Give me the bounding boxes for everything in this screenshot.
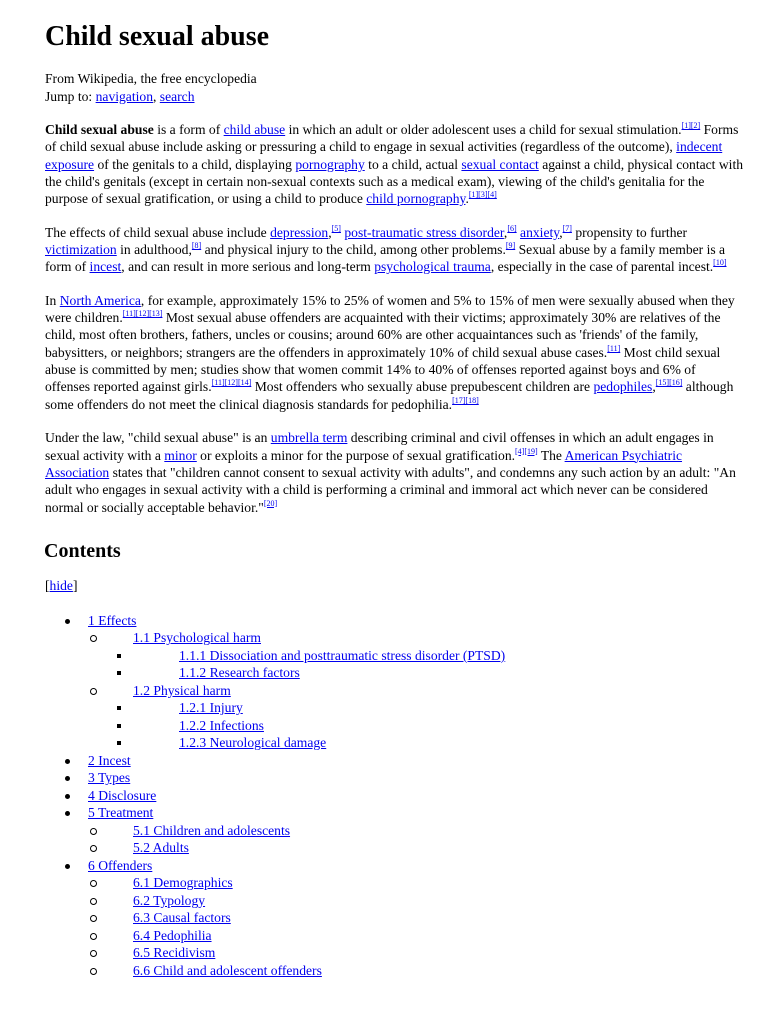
intro-paragraph-3 xyxy=(45,292,744,413)
intro-paragraph-1 xyxy=(45,121,744,208)
link-umbrella-term[interactable]: umbrella term xyxy=(270,430,348,446)
link-anxiety[interactable]: anxiety xyxy=(520,224,560,240)
toc-link[interactable]: 2 Incest xyxy=(88,752,131,768)
text: states that "children cannot consent to sexual activity with adults", and condemns any such action by an adult: "An adult who engages in sexual activity with a child is performing a criminal and immoral act which never can be considered normal or socially acceptable behavior." xyxy=(45,464,736,515)
text: Forms of child sexual abuse include asking or pressuring a child to engage in sexual activities (regardless of the outcome), xyxy=(45,122,739,155)
jump-to xyxy=(45,88,744,106)
toc-link[interactable]: 6.5 Recidivism xyxy=(133,945,216,961)
link-depression[interactable]: depression xyxy=(270,224,329,240)
toc-item xyxy=(45,839,744,857)
text: , xyxy=(652,379,656,395)
toc-link[interactable]: 1 Effects xyxy=(88,612,137,628)
text: The effects of child sexual abuse include xyxy=(45,224,271,240)
toc-link[interactable]: 5.1 Children and adolescents xyxy=(133,822,291,838)
jump-navigation-link[interactable]: navigation xyxy=(95,88,153,104)
toc-link[interactable]: 1.1.1 Dissociation and posttraumatic stress disorder (PTSD) xyxy=(179,647,506,663)
square-bullet-icon xyxy=(117,654,121,658)
text: of the genitals to a child, displaying xyxy=(94,156,296,172)
ref-link[interactable]: [9] xyxy=(505,241,516,251)
circle-bullet-icon xyxy=(90,635,97,642)
link-child-pornography[interactable]: child pornography xyxy=(366,191,466,207)
toc-link[interactable]: 6 Offenders xyxy=(88,857,153,873)
link-pedophiles[interactable]: pedophiles xyxy=(593,379,653,395)
circle-bullet-icon xyxy=(90,915,97,922)
ref-link[interactable]: [8] xyxy=(191,241,202,251)
ref-link[interactable]: [11][12][14] xyxy=(211,378,252,388)
toc-link[interactable]: 1.2.3 Neurological damage xyxy=(179,735,327,751)
ref-link[interactable]: [5] xyxy=(331,223,341,233)
link-ptsd[interactable]: post-traumatic stress disorder xyxy=(344,224,504,240)
link-psychological-trauma[interactable]: psychological trauma xyxy=(374,259,491,275)
toc-link[interactable]: 5.2 Adults xyxy=(133,840,189,856)
text: in adulthood, xyxy=(116,242,192,258)
circle-bullet-icon xyxy=(90,828,97,835)
text: , xyxy=(559,224,563,240)
toc-link[interactable]: 1.2.1 Injury xyxy=(179,700,243,716)
toc-item xyxy=(45,769,744,787)
text: Sexual abuse by a family member is a form of xyxy=(45,242,726,275)
jump-separator: , xyxy=(153,88,160,104)
contents-heading: Contents xyxy=(44,539,121,562)
text: and physical injury to the child, among other problems. xyxy=(201,242,506,258)
link-indecent-exposure[interactable]: indecent exposure xyxy=(45,139,723,172)
toc-item xyxy=(45,752,744,770)
toc-link[interactable]: 6.1 Demographics xyxy=(133,875,233,891)
circle-bullet-icon xyxy=(90,950,97,957)
square-bullet-icon xyxy=(117,671,121,675)
circle-bullet-icon xyxy=(90,933,97,940)
toc-item xyxy=(45,944,744,962)
ref-link[interactable]: [17][18] xyxy=(452,395,479,405)
ref-link[interactable]: [6] xyxy=(507,223,517,233)
toc-link[interactable]: 4 Disclosure xyxy=(88,787,157,803)
toc-link[interactable]: 1.1 Psychological harm xyxy=(133,630,261,646)
site-sub xyxy=(45,70,744,105)
toc-toggle xyxy=(45,577,744,594)
circle-bullet-icon xyxy=(90,968,97,975)
toc-item xyxy=(45,734,744,752)
toc-item xyxy=(45,629,744,647)
toc-item xyxy=(45,664,744,682)
jump-to-label: Jump to: xyxy=(45,88,96,104)
link-minor[interactable]: minor xyxy=(164,447,197,463)
bracket-close: ] xyxy=(72,577,78,593)
text: Most child sexual abuse is committed by men; studies show that women commit 14% to 40% of offenses reported against boys and 6% of offenses reported against girls. xyxy=(45,344,721,395)
page-title: Child sexual abuse xyxy=(45,21,270,52)
ref-link[interactable]: [15][16] xyxy=(655,378,683,388)
toc-item xyxy=(45,874,744,892)
toc-item xyxy=(45,717,744,735)
toc-item xyxy=(45,804,744,822)
bold-term: Child sexual abuse xyxy=(45,122,154,137)
toc-link[interactable]: 6.3 Causal factors xyxy=(133,910,231,926)
text: , xyxy=(328,224,332,240)
ref-link[interactable]: [11] xyxy=(607,343,621,353)
toc-item xyxy=(45,612,744,630)
ref-link[interactable]: [1][3][4] xyxy=(468,190,497,200)
link-sexual-contact[interactable]: sexual contact xyxy=(461,156,539,172)
square-bullet-icon xyxy=(117,741,121,745)
tagline: From Wikipedia, the free encyclopedia xyxy=(45,71,257,86)
text: . xyxy=(465,191,469,207)
circle-bullet-icon xyxy=(90,898,97,905)
link-pornography[interactable]: pornography xyxy=(295,156,365,172)
text: , especially in the case of parental incest. xyxy=(490,259,714,275)
toc-item xyxy=(45,892,744,910)
text: , and can result in more serious and long-term xyxy=(121,259,375,275)
toc-link[interactable]: 1.2 Physical harm xyxy=(133,682,231,698)
square-bullet-icon xyxy=(117,706,121,710)
text: Most offenders who sexually abuse prepubescent children are xyxy=(251,379,594,395)
ref-link[interactable]: [20] xyxy=(263,498,278,508)
ref-link[interactable]: [1][2] xyxy=(681,121,701,130)
intro-paragraph-2 xyxy=(45,224,744,276)
toc-item xyxy=(45,909,744,927)
bracket-open: [ xyxy=(45,577,50,593)
circle-bullet-icon xyxy=(90,688,97,695)
toc-link[interactable]: 1.1.2 Research factors xyxy=(179,665,300,681)
disc-bullet-icon xyxy=(65,864,70,869)
toc-link[interactable]: 5 Treatment xyxy=(88,805,154,821)
toc-item xyxy=(45,682,744,700)
square-bullet-icon xyxy=(117,724,121,728)
text: The xyxy=(537,447,565,463)
link-victimization[interactable]: victimization xyxy=(45,242,117,258)
ref-link[interactable]: [10] xyxy=(713,258,727,268)
toc-link[interactable]: 6.4 Pedophilia xyxy=(133,927,212,943)
toc-link[interactable]: 6.6 Child and adolescent offenders xyxy=(133,962,322,978)
toc-item xyxy=(45,822,744,840)
link-north-america[interactable]: North America xyxy=(59,292,141,308)
jump-search-link[interactable]: search xyxy=(159,88,195,104)
text: In xyxy=(45,292,60,308)
text: in which an adult or older adolescent uses a child for sexual stimulation. xyxy=(285,122,682,137)
text: propensity to further xyxy=(571,224,688,240)
text: or exploits a minor for the purpose of sexual gratification. xyxy=(196,447,516,463)
toc-item xyxy=(45,699,744,717)
text: describing criminal and civil offenses in which an adult engages in sexual activity with a xyxy=(45,430,714,463)
ref-link[interactable]: [4][19] xyxy=(515,446,538,456)
disc-bullet-icon xyxy=(65,619,70,624)
ref-link[interactable]: [11][12][13] xyxy=(122,309,163,319)
intro-paragraph-4 xyxy=(45,429,744,516)
toc-item xyxy=(45,647,744,665)
text: , xyxy=(503,224,508,240)
table-of-contents xyxy=(45,612,744,980)
text: although some offenders do not meet the clinical diagnosis standards for pedophilia. xyxy=(45,379,734,412)
link-apa[interactable]: American Psychiatric Association xyxy=(45,447,683,480)
toc-item xyxy=(45,787,744,805)
disc-bullet-icon xyxy=(65,759,70,764)
circle-bullet-icon xyxy=(90,845,97,852)
circle-bullet-icon xyxy=(90,880,97,887)
text: against a child, physical contact with the child's genitals (except in certain non-sexual contexts such as a medical exam), viewing of the child's genitalia for the purpose of sexual gratification, or using a child to produce xyxy=(45,156,744,207)
disc-bullet-icon xyxy=(65,776,70,781)
toc-item xyxy=(45,962,744,980)
toc-link[interactable]: 6.2 Typology xyxy=(133,892,206,908)
ref-link[interactable]: [7] xyxy=(562,223,572,233)
hide-toc-link[interactable]: hide xyxy=(49,577,73,593)
toc-link[interactable]: 1.2.2 Infections xyxy=(179,717,264,733)
text: Most sexual abuse offenders are acquainted with their victims; approximately 30% are relatives of the child, most often brothers, fathers, uncles or cousins; around 60% are other acquaintances such as 'friends' of the family, babysitters, or neighbors; strangers are the offenders in approximately 10% of child sexual abuse cases. xyxy=(45,310,721,360)
link-child-abuse[interactable]: child abuse xyxy=(223,122,286,137)
text: , for example, approximately 15% to 25% of women and 5% to 15% of men were sexually abused when they were children. xyxy=(45,292,735,326)
text: Under the law, "child sexual abuse" is an xyxy=(45,430,271,446)
link-incest[interactable]: incest xyxy=(89,259,122,275)
disc-bullet-icon xyxy=(65,811,70,816)
disc-bullet-icon xyxy=(65,794,70,799)
text: is a form of xyxy=(153,122,224,137)
toc-item xyxy=(45,927,744,945)
text: to a child, actual xyxy=(364,156,462,172)
toc-item xyxy=(45,857,744,875)
toc-link[interactable]: 3 Types xyxy=(88,770,131,786)
